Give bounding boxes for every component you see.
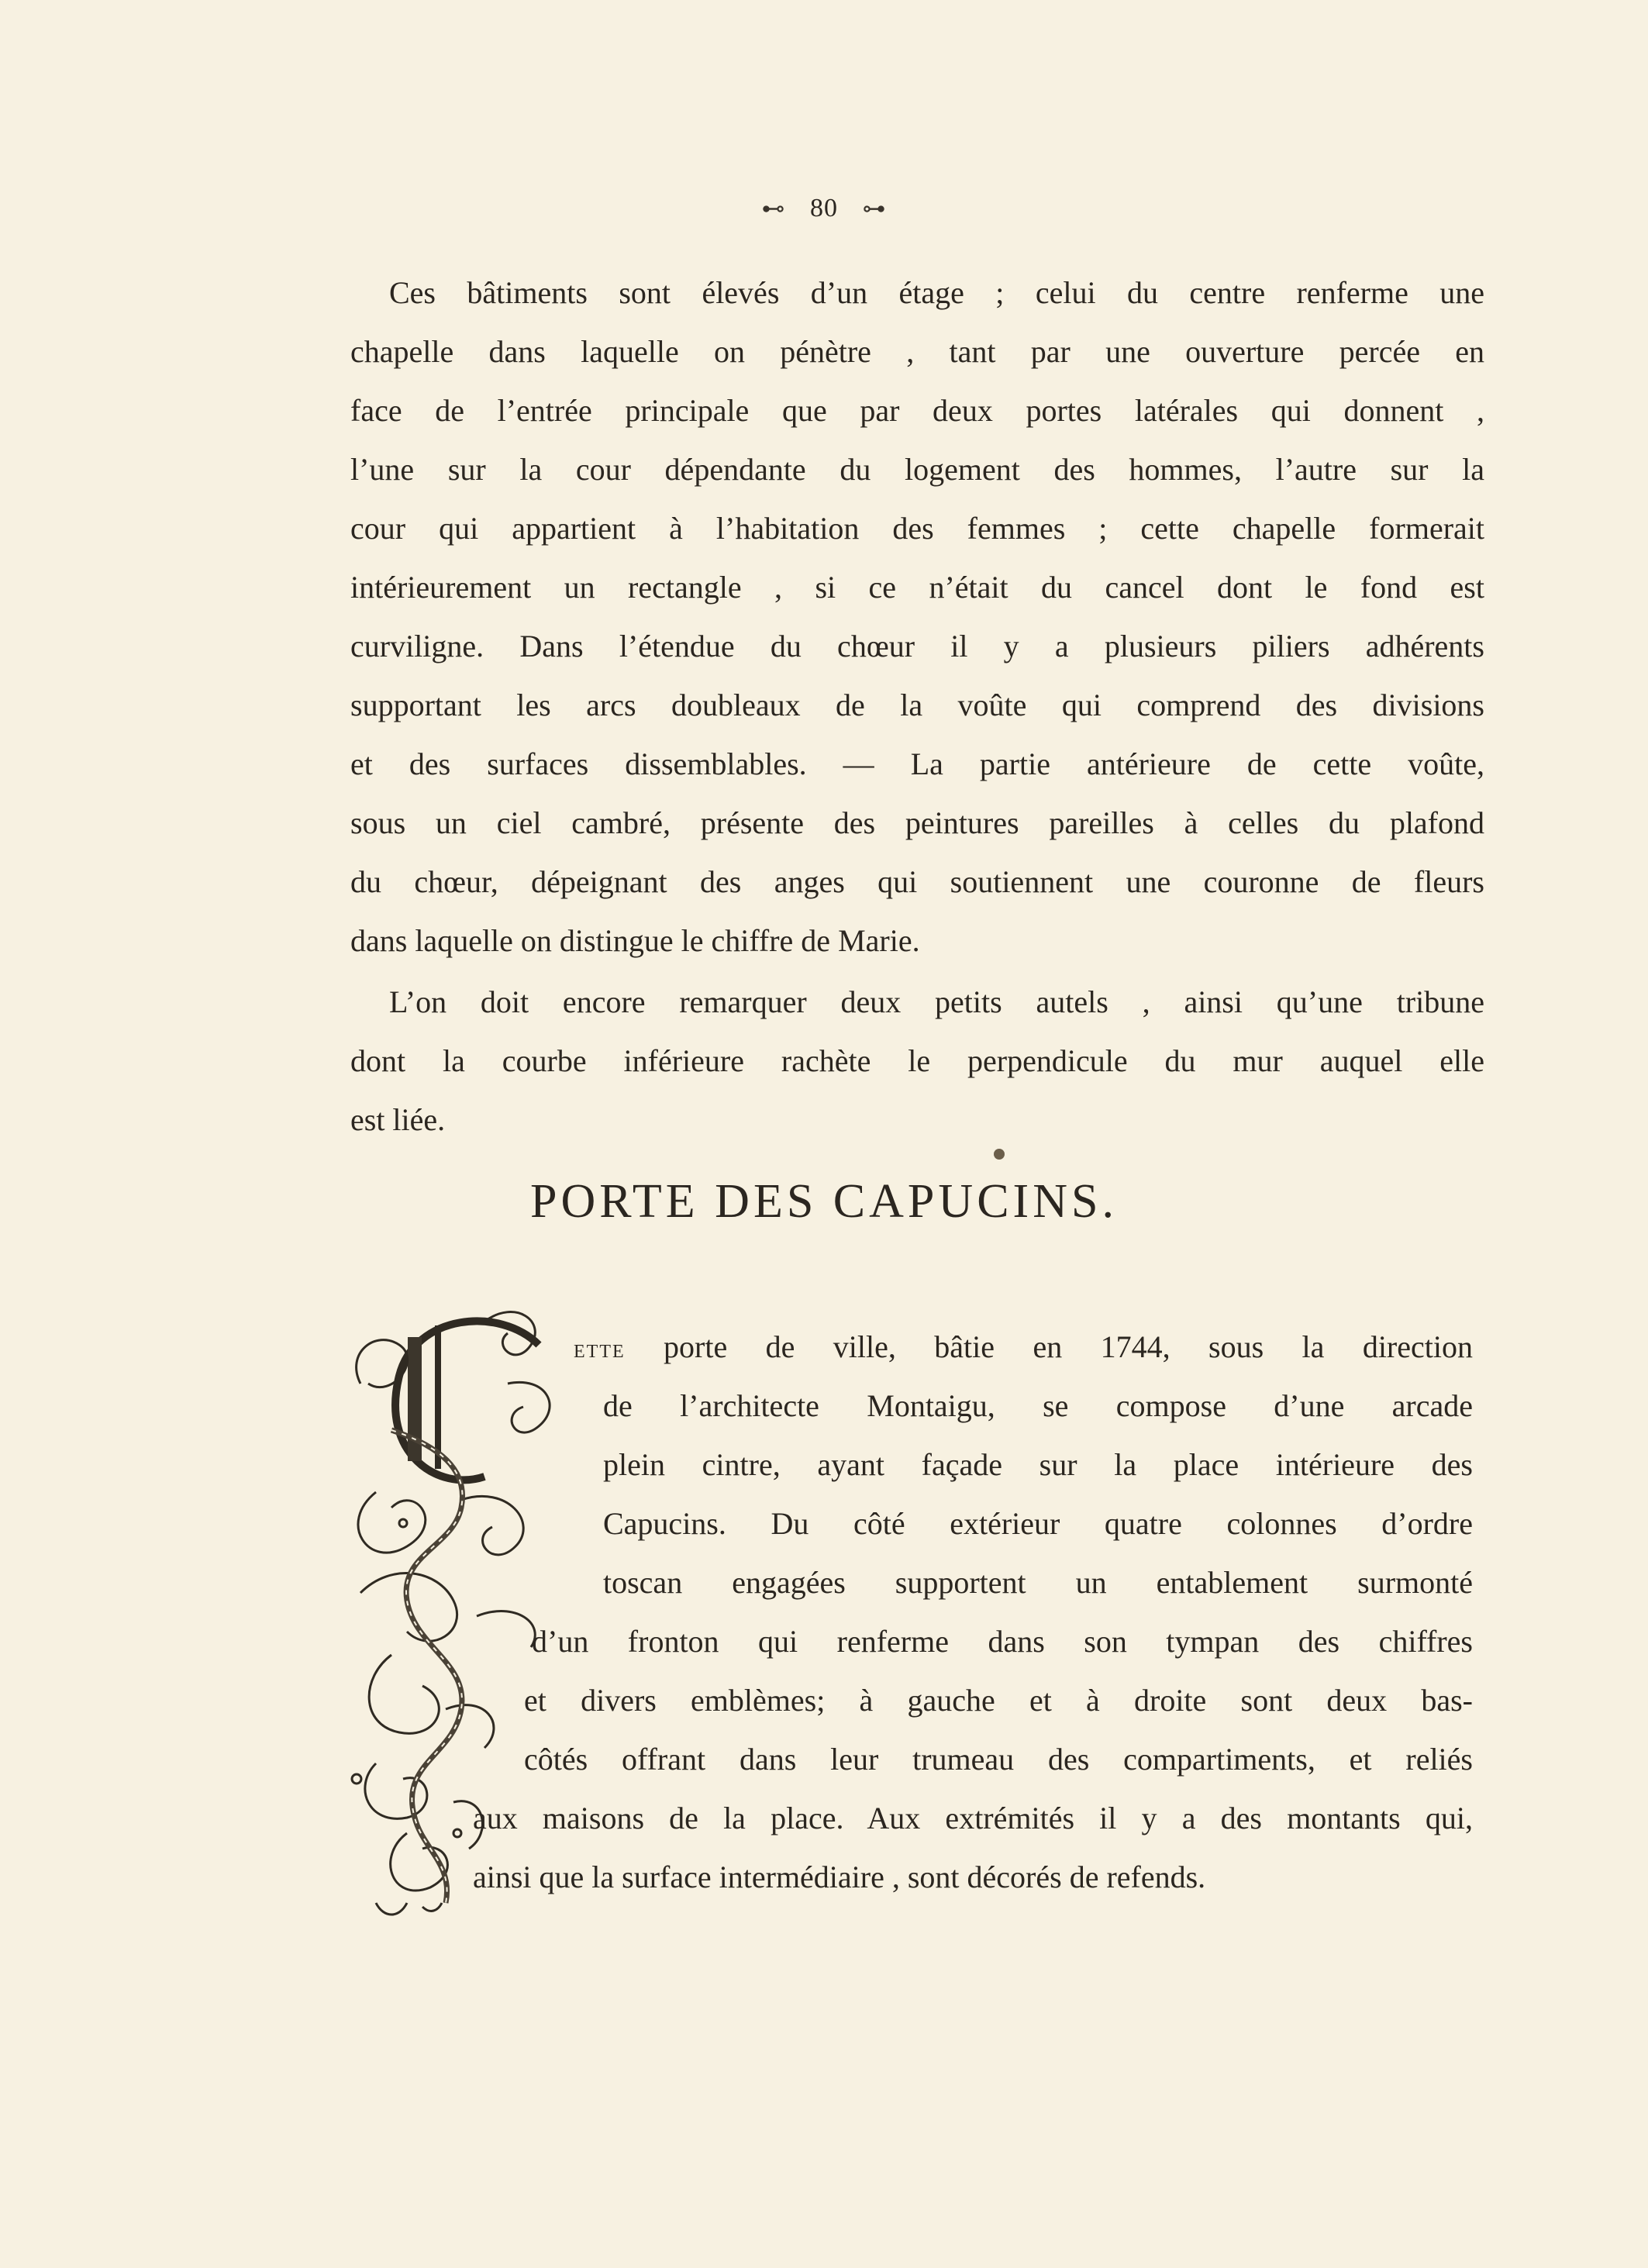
text-line: Capucins. Du côté extérieur quatre colonnes d’ordre: [603, 1506, 1473, 1541]
text-line: toscan engagées supportent un entablement surmonté: [603, 1565, 1473, 1600]
text-line: sous un ciel cambré, présente des peintures pareilles à celles du plafond: [350, 805, 1484, 840]
ornament-right-icon: ⊶: [862, 196, 887, 222]
text-line: dont la courbe inférieure rachète le perpendicule du mur auquel elle: [350, 1043, 1484, 1078]
text-fragment: porte de ville, bâtie en 1744, sous la direction: [625, 1329, 1473, 1364]
running-header: [0, 194, 1648, 223]
text-line: dans laquelle on distingue le chiffre de Marie.: [350, 923, 920, 958]
text-line: du chœur, dépeignant des anges qui soutiennent une couronne de fleurs: [350, 864, 1484, 899]
text-line: supportant les arcs doubleaux de la voûte qui comprend des divisions: [350, 688, 1484, 722]
text-line: plein cintre, ayant façade sur la place intérieure des: [603, 1447, 1473, 1482]
text-line: ainsi que la surface intermédiaire , sont décorés de refends.: [473, 1860, 1206, 1894]
text-line: Ces bâtiments sont élevés d’un étage ; celui du centre renferme une: [389, 275, 1484, 310]
text-line: et divers emblèmes; à gauche et à droite sont deux bas-: [524, 1683, 1473, 1718]
text-line: de l’architecte Montaigu, se compose d’une arcade: [603, 1388, 1473, 1423]
text-line: d’un fronton qui renferme dans son tympan des chiffres: [532, 1624, 1473, 1659]
text-line: face de l’entrée principale que par deux portes latérales qui donnent ,: [350, 393, 1484, 428]
text-line: cour qui appartient à l’habitation des femmes ; cette chapelle formerait: [350, 511, 1484, 546]
section-title: PORTE DES CAPUCINS.: [530, 1175, 1118, 1228]
text-line: L’on doit encore remarquer deux petits autels , ainsi qu’une tribune: [389, 984, 1484, 1019]
paragraph-altars: [350, 973, 1484, 1150]
text-line: intérieurement un rectangle , si ce n’était du cancel dont le fond est: [350, 570, 1484, 605]
text-line: côtés offrant dans leur trumeau des compartiments, et reliés: [524, 1742, 1473, 1777]
page-number: 80: [810, 194, 838, 222]
text-line: l’une sur la cour dépendante du logement des hommes, l’autre sur la: [350, 452, 1484, 487]
text-line: chapelle dans laquelle on pénètre , tant par une ouverture percée en: [350, 334, 1484, 369]
ornament-left-icon: ⊷: [761, 196, 786, 222]
text-line: aux maisons de la place. Aux extrémités il y a des montants qui,: [473, 1801, 1473, 1835]
text-line: est liée.: [350, 1102, 446, 1137]
paragraph-chapel: [350, 264, 1484, 970]
text-line: curviligne. Dans l’étendue du chœur il y a plusieurs piliers adhérents: [350, 629, 1484, 664]
text-line: [574, 1318, 1473, 1377]
text-line: et des surfaces dissemblables. — La partie antérieure de cette voûte,: [350, 746, 1484, 781]
printer-dot-ornament: [994, 1149, 1005, 1160]
smallcaps-word: ette: [574, 1335, 626, 1363]
